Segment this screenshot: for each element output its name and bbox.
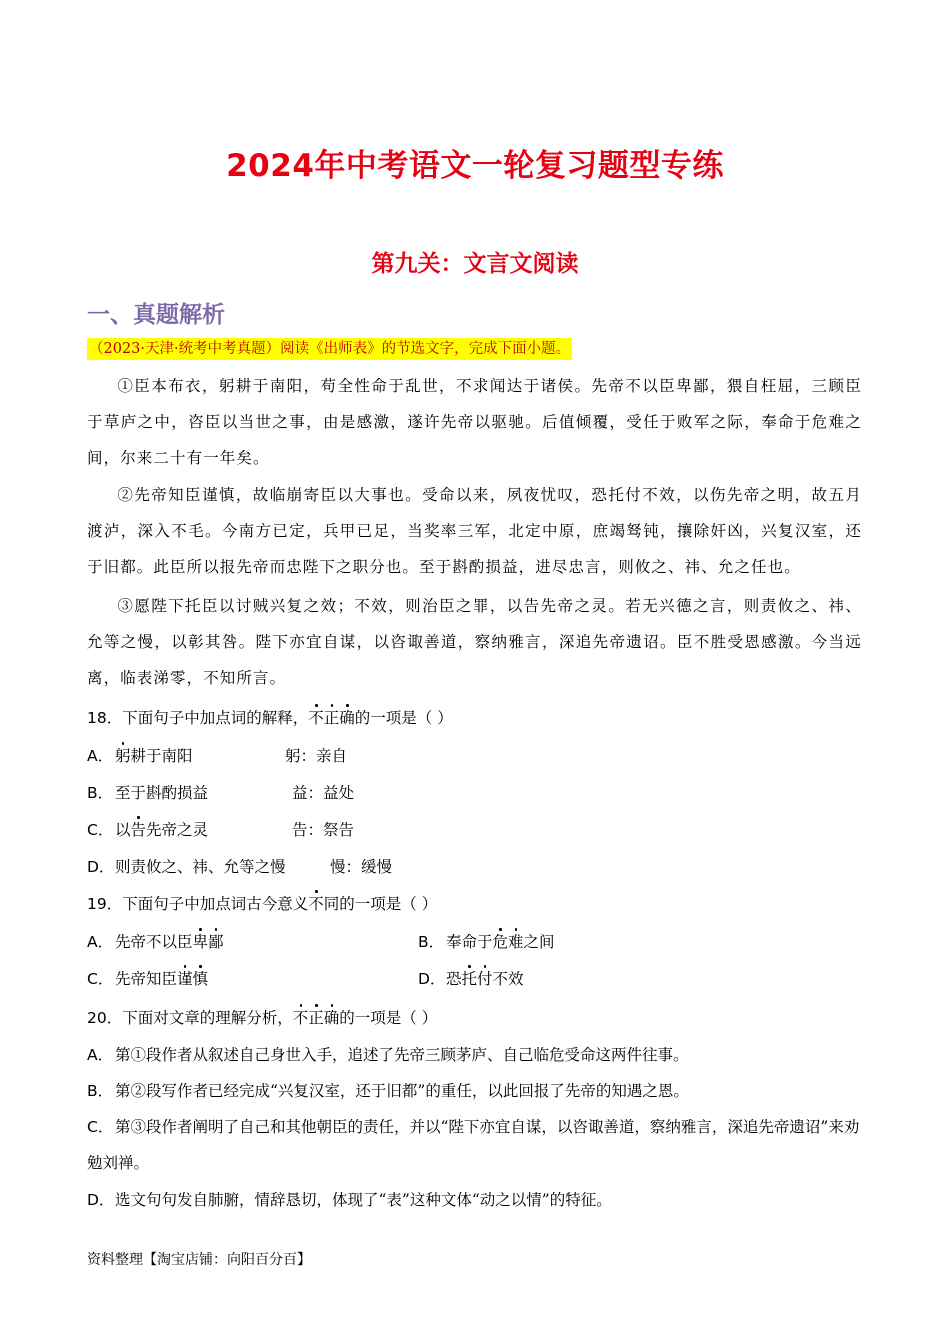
- q19-option-d[interactable]: D．恐托付不效: [418, 970, 524, 988]
- q18-option-c[interactable]: C． 以告先帝之灵: [87, 821, 209, 839]
- document-title: 2024年中考语文一轮复习题型专练: [226, 148, 724, 184]
- source-line: （2023·天津·统考中考真题）阅读《出师表》的节选文字，完成下面小题。: [87, 338, 572, 360]
- q19-option-a[interactable]: A． 先帝不以臣卑鄙: [87, 933, 224, 951]
- section-heading: 一、真题解析: [87, 302, 225, 328]
- q18-option-a-gloss: 躬：亲自: [285, 747, 348, 765]
- passage-paragraph-3: ③愿陛下托臣以讨贼兴复之效；不效，则治臣之罪，以告先帝之灵。若无兴德之言，则责攸之、祎、允等之慢，以彰其咎。陛下亦宜自谋，以咨诹善道，察纳雅言，深追先帝遗诏。臣不胜受恩感激。今当远离，临表涕零，不知所言。: [87, 597, 862, 687]
- q19-option-b[interactable]: B． 奉命于危难之间: [418, 933, 555, 951]
- question-18-stem: 18．下面句子中加点词的解释，不正确的一项是（ ）: [87, 709, 453, 727]
- question-19-stem: 19．下面句子中加点词古今意义不同的一项是（ ）: [87, 895, 438, 913]
- q18-option-d[interactable]: D．则责攸之、祎、允等之慢: [87, 858, 286, 876]
- q18-option-c-gloss: 告：祭告: [292, 821, 355, 839]
- q18-option-b-gloss: 益：益处: [292, 784, 355, 802]
- q20-option-a[interactable]: A． 第①段作者从叙述自己身世入手，追述了先帝三顾茅庐、自己临危受命这两件往事。: [87, 1046, 689, 1064]
- q18-option-a[interactable]: A． 躬耕于南阳: [87, 747, 193, 765]
- footer-note: 资料整理【淘宝店铺：向阳百分百】: [87, 1252, 311, 1268]
- q18-option-d-gloss: 慢：缓慢: [330, 858, 393, 876]
- passage-paragraph-2: ②先帝知臣谨慎，故临崩寄臣以大事也。受命以来，夙夜忧叹，恐托付不效，以伤先帝之明，故五月渡泸，深入不毛。今南方已定，兵甲已足，当奖率三军，北定中原，庶竭驽钝，攘除奸凶，兴复汉室，还于旧都。此臣所以报先帝而忠陛下之职分也。至于斟酌损益，进尽忠言，则攸之、祎、允之任也。: [87, 486, 862, 576]
- q20-option-c[interactable]: C． 第③段作者阐明了自己和其他朝臣的责任，并以“陛下亦宜自谋，以咨诹善道，察纳雅言，深追先帝遗诏”来劝勉刘禅。: [87, 1118, 860, 1172]
- chapter-subtitle: 第九关：文言文阅读: [371, 251, 579, 277]
- q20-option-b[interactable]: B． 第②段写作者已经完成“兴复汉室，还于旧都”的重任，以此回报了先帝的知遇之恩。: [87, 1082, 689, 1100]
- question-20-stem: 20．下面对文章的理解分析，不正确的一项是（ ）: [87, 1009, 438, 1027]
- passage-paragraph-1: ①臣本布衣，躬耕于南阳，苟全性命于乱世，不求闻达于诸侯。先帝不以臣卑鄙，猥自枉屈，三顾臣于草庐之中，咨臣以当世之事，由是感激，遂许先帝以驱驰。后值倾覆，受任于败军之际，奉命于危难之间，尔来二十有一年矣。: [87, 377, 862, 467]
- q19-option-c[interactable]: C． 先帝知臣谨慎: [87, 970, 209, 988]
- q20-option-d[interactable]: D．选文句句发自肺腑，情辞恳切，体现了“表”这种文体“动之以情”的特征。: [87, 1191, 612, 1209]
- q18-option-b[interactable]: B． 至于斟酌损益: [87, 784, 209, 802]
